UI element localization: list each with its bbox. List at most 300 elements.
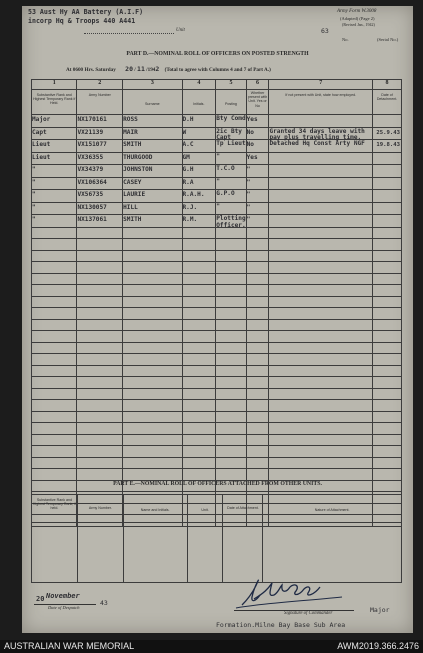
column-number: 2 [77,80,123,90]
column-number: 4 [182,80,216,90]
cell-employed [269,285,372,296]
part-d-body [32,115,402,527]
cell-army-number [77,343,122,354]
cell-initials [183,285,216,296]
cell-date [373,343,401,354]
cell-rank: Capt [32,128,47,136]
table-row [32,434,402,446]
cell-date [373,262,401,273]
cell-initials [183,412,216,423]
cell-rank [32,400,76,411]
footer-accession: AWM2019.366.2476 [337,641,419,651]
cell-surname [123,458,181,469]
cell-army-number [77,239,122,250]
cell-posting: " [216,202,220,210]
table-row [32,308,402,320]
cell-surname [123,343,181,354]
cell-army-number: NX170161 [77,116,107,123]
despatch-day: 20 [36,595,45,603]
cell-posting [216,354,245,365]
table-row [32,446,402,458]
cell-initials [183,262,216,273]
cell-initials [183,297,216,308]
header-initials: Initials. [193,102,205,106]
cell-initials [183,469,216,480]
cell-initials [183,446,216,457]
cell-posting: G.P.O [216,190,235,197]
cell-posting [216,274,245,285]
cell-army-number [77,446,122,457]
cell-date [373,366,401,377]
cell-surname: CASEY [123,178,142,186]
cell-army-number [77,274,122,285]
cell-surname [123,308,181,319]
column-number: 5 [216,80,246,90]
cell-present [247,412,269,423]
cell-surname [123,423,181,434]
cell-employed [269,366,372,377]
table-row [32,377,402,389]
cell-surname: THURGOOD [123,153,153,161]
table-row [32,115,402,128]
cell-present: " [246,203,251,211]
cell-army-number [77,412,122,423]
header-row [32,90,402,115]
cell-date [373,412,401,423]
cell-surname [123,354,181,365]
unit-line-2: incorp Hq & Troops 440 A441 [28,17,136,25]
table-row [32,227,402,239]
cell-employed [269,228,372,239]
cell-initials: R.A [182,178,194,186]
cell-present [247,239,269,250]
cell-employed [269,320,372,331]
cell-posting [216,446,245,457]
cell-date: 25.9.43 [376,129,400,136]
cell-surname [123,412,181,423]
table-row [32,202,402,215]
cell-initials [183,343,216,354]
cell-present [247,320,269,331]
table-row [32,296,402,308]
cell-surname [123,228,181,239]
table-row [32,273,402,285]
cell-rank [32,469,76,480]
cell-posting [216,469,245,480]
date-day: 20 [125,65,133,73]
cell-employed: Granted 34 days leave with pay plus travelling time. [269,127,365,142]
cell-initials: W [182,128,187,136]
cell-date [373,251,401,262]
cell-surname [123,389,181,400]
part-e-header-name: Name and Initials. [140,508,170,512]
cell-present [247,285,269,296]
cell-army-number [77,262,122,273]
cell-employed: Detached Hq Const Arty NGF [269,140,365,147]
column-number: 3 [123,80,182,90]
cell-employed [269,274,372,285]
despatch-year: 43 [100,599,108,607]
cell-employed [269,203,372,215]
cell-rank: Lieut [32,141,51,148]
unit-line-1: 53 Aust Hy AA Battery (A.I.F) [28,8,144,16]
cell-surname [123,377,181,388]
cell-employed [269,331,372,342]
cell-surname: LAURIE [123,191,146,198]
cell-posting [216,320,245,331]
part-e-header-army-number: Army Number. [88,506,112,510]
cell-posting [216,377,245,388]
cell-army-number [77,228,122,239]
cell-posting [216,308,245,319]
cell-posting: T.C.O [216,165,235,172]
cell-posting: Plotting Officer. [216,215,246,229]
cell-posting: " [216,152,220,160]
header-present: Whether present with Unit. Yes or No [247,91,268,108]
cell-rank: " [32,166,36,173]
cell-present: " [246,216,251,223]
table-row [32,354,402,366]
cell-initials [183,308,216,319]
cell-posting [216,297,245,308]
cell-present [247,274,269,285]
cell-rank [32,320,76,331]
cell-present: " [246,178,251,186]
cell-employed [269,343,372,354]
cell-rank: Major [32,116,51,123]
cell-surname: ROSS [123,116,138,123]
table-row [32,190,402,203]
cell-army-number: VX21139 [77,128,104,136]
footer-institution: AUSTRALIAN WAR MEMORIAL [4,641,135,651]
cell-date [373,215,401,226]
header-rank: Substantive Rank and Highest Temporary Rank if Held. [33,93,76,106]
cell-army-number [77,389,122,400]
cell-army-number [77,320,122,331]
cell-employed [269,377,372,388]
cell-posting [216,239,245,250]
cell-surname: MAIR [123,128,138,136]
cell-surname [123,469,181,480]
cell-employed [269,262,372,273]
cell-present [247,469,269,480]
cell-employed [269,469,372,480]
cell-date [373,285,401,296]
cell-present [247,262,269,273]
cell-date [373,435,401,446]
header-army-number: Army Number [88,93,111,97]
cell-present: " [246,166,251,173]
cell-rank: " [32,216,36,223]
table-row [32,423,402,435]
cell-army-number [77,423,122,434]
table-row [32,457,402,469]
cell-surname: HILL [123,203,138,211]
signature-label: Signature of Commander [284,611,333,616]
cell-army-number [77,435,122,446]
cell-initials: R.J. [182,203,198,211]
cell-date [373,423,401,434]
cell-present [247,308,269,319]
cell-rank [32,308,76,319]
cell-present [247,228,269,239]
cell-posting [216,423,245,434]
cell-surname [123,446,181,457]
cell-employed [269,239,372,250]
cell-surname [123,262,181,273]
form-number: Army Form W.3008 [337,9,377,14]
cell-posting [216,228,245,239]
date-year-prefix: /194 [146,67,156,73]
table-row [32,285,402,297]
table-row [32,319,402,331]
cell-posting [216,331,245,342]
part-e-empty-row [32,523,402,583]
cell-rank [32,435,76,446]
cell-rank [32,343,76,354]
cell-present: No [246,128,254,136]
date-month: 11 [137,65,145,73]
cell-employed [269,446,372,457]
cell-date [373,469,401,480]
cell-date [373,320,401,331]
table-row [32,165,402,178]
cell-surname [123,366,181,377]
cell-army-number: VX106364 [77,178,107,186]
cell-employed [269,458,372,469]
column-number: 6 [246,80,269,90]
cell-rank [32,262,76,273]
cell-date [373,297,401,308]
column-number-row [32,80,402,90]
cell-employed [269,115,372,127]
column-number: 7 [269,80,373,90]
cell-army-number: VX56735 [77,191,104,198]
table-row [32,215,402,228]
cell-surname [123,435,181,446]
serial-prefix: No. [342,37,349,42]
cell-surname: JOHNSTON [123,166,153,173]
cell-army-number [77,251,122,262]
table-row [32,365,402,377]
cell-date [373,400,401,411]
cell-employed [269,178,372,190]
cell-surname [123,320,181,331]
cell-date [373,178,401,189]
cell-rank [32,228,76,239]
table-row [32,127,402,140]
column-number: 8 [373,80,402,90]
cell-employed [269,354,372,365]
date-line: At 0600 Hrs. Saturday 20 / 11 /1942 (Total to agree with Columns 4 and 7 of Part A.) [66,65,271,73]
cell-surname [123,297,181,308]
cell-date [373,203,401,214]
cell-date [373,153,401,164]
table-row [32,177,402,190]
cell-surname [123,331,181,342]
cell-army-number [77,469,122,480]
cell-employed [269,215,372,227]
form-adapted: (Adapted) (Page 2) [340,16,375,21]
cell-rank: " [32,191,36,198]
cell-posting [216,251,245,262]
cell-present [247,435,269,446]
cell-initials [183,228,216,239]
cell-army-number: NX130057 [77,203,107,211]
cell-initials [183,435,216,446]
unit-label: Unit [176,28,185,33]
cell-date [373,274,401,285]
part-d-title: PART D.—NOMINAL ROLL OF OFFICERS ON POSTED STRENGTH [126,51,309,57]
cell-employed [269,412,372,423]
cell-posting: 2ic Bty Capt [216,127,242,142]
cell-surname [123,274,181,285]
table-row [32,469,402,481]
cell-date [373,115,401,126]
cell-rank [32,354,76,365]
despatch-label: Date of Despatch [48,605,80,610]
table-row [32,342,402,354]
cell-initials [183,320,216,331]
cell-employed [269,251,372,262]
cell-employed [269,308,372,319]
cell-date [373,331,401,342]
cell-rank: Lieut [32,153,51,161]
cell-employed [269,435,372,446]
cell-army-number: VX34379 [77,166,104,173]
cell-posting [216,343,245,354]
cell-posting [216,366,245,377]
cell-army-number [77,331,122,342]
cell-surname [123,400,181,411]
cell-posting: " [216,177,220,185]
cell-army-number [77,366,122,377]
table-row [32,388,402,400]
cell-initials [183,400,216,411]
cell-present [247,446,269,457]
cell-initials: R.M. [182,216,198,223]
cell-present: No [246,141,254,148]
cell-present [247,331,269,342]
cell-posting [216,458,245,469]
document-sheet [22,6,413,633]
unit-underline [84,33,174,34]
cell-initials [183,377,216,388]
cell-rank [32,251,76,262]
cell-rank [32,446,76,457]
cell-initials [183,458,216,469]
cell-rank [32,377,76,388]
page-number: 63 [321,27,329,35]
cell-present: Yes [246,153,258,161]
cell-surname [123,251,181,262]
cell-surname [123,285,181,296]
cell-initials [183,354,216,365]
cell-posting [216,400,245,411]
cell-surname: SMITH [123,141,142,148]
cell-initials [183,239,216,250]
cell-surname: SMITH [123,216,142,223]
date-line-suffix: (Total to agree with Columns 4 and 7 of Part A.) [164,67,271,73]
part-d-table [31,79,402,527]
part-e-header-row [32,495,402,523]
part-e-title: PART E.—NOMINAL ROLL OF OFFICERS ATTACHED FROM OTHER UNITS. [113,481,322,487]
cell-initials: G.H [182,166,194,173]
cell-posting [216,412,245,423]
part-e-header-date: Date of Attachment. [227,506,259,510]
cell-present [247,343,269,354]
cell-date [373,308,401,319]
cell-rank [32,285,76,296]
cell-army-number [77,377,122,388]
cell-present: " [246,191,251,198]
cell-present [247,458,269,469]
header-date: Date of Detachment. [376,93,398,102]
cell-present [247,389,269,400]
cell-posting [216,262,245,273]
cell-rank: " [32,203,36,211]
cell-rank [32,239,76,250]
table-row [32,140,402,153]
cell-initials: R.A.H. [182,191,205,198]
cell-date [373,377,401,388]
cell-army-number: VX151077 [77,141,107,148]
cell-rank [32,366,76,377]
cell-date [373,190,401,201]
part-e-header-rank: Substantive Rank and Highest Temporary Rank, if held. [32,498,77,511]
cell-present [247,423,269,434]
cell-army-number [77,297,122,308]
cell-initials: GM [182,153,190,161]
cell-army-number: VX36355 [77,153,104,161]
cell-present [247,377,269,388]
table-row [32,152,402,165]
cell-employed [269,153,372,165]
part-e-header-unit: Unit. [201,508,209,512]
cell-posting [216,389,245,400]
header-posting: Posting [224,102,237,106]
cell-initials [183,423,216,434]
cell-initials [183,366,216,377]
cell-present [247,251,269,262]
cell-date [373,446,401,457]
archive-footer [0,640,423,653]
part-e-header-nature: Nature of Attachment. [314,508,350,512]
commander-signature [234,575,346,611]
date-year: 2 [155,65,160,73]
cell-rank: " [32,178,36,186]
cell-rank [32,274,76,285]
table-row [32,411,402,423]
cell-employed [269,389,372,400]
cell-rank [32,458,76,469]
cell-date: 19.8.43 [376,142,400,148]
cell-initials [183,274,216,285]
cell-surname [123,239,181,250]
cell-army-number [77,308,122,319]
commander-rank: Major [370,606,390,614]
cell-employed [269,423,372,434]
cell-initials: A.C [182,141,194,148]
serial-label: (Serial No.) [377,37,399,42]
cell-rank [32,331,76,342]
cell-posting: Bty Comd [216,115,246,122]
cell-posting [216,435,245,446]
cell-rank [32,412,76,423]
part-e-table [31,494,402,583]
cell-initials [183,389,216,400]
cell-army-number: NX137061 [77,216,107,223]
